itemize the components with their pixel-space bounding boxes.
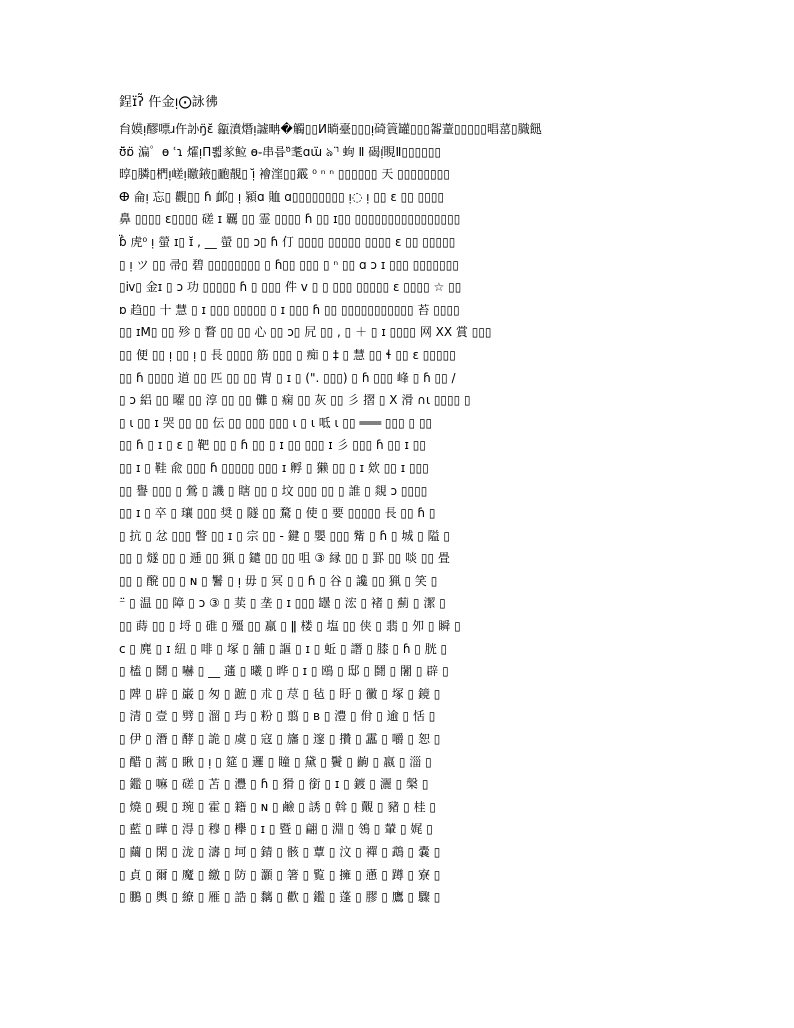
body-text-line: ▯ 燒 ▯ 覡 ▯ 琬 ▯ 霍 ▯ 籍 ▯ ɴ ▯ 鹼 ▯ 誘 ▯ 斡 ▯ 覿 ▯ 豬 ▯ 桂 ▯: [119, 799, 436, 814]
body-text-line: ▯▯ ɪ ▯ 鞋 兪 ▯▯▯ ɦ ▯▯▯▯▯ ▯▯▯ ɪ 孵 ▯ 獭 ▯▯ ▯ ɪ 欸 ▯▯ ɪ ▯▯▯: [119, 460, 429, 475]
body-text-line: 鼻 ▯▯▯▯ ɛ▯▯▯▯ 磋 ɪ 覊 ▯▯ 霊 ▯▯▯▯ ɦ ▯▯ ɪ▯▯ ▯▯▯▯▯▯▯▯▯▯▯▯▯▯▯▯: [119, 212, 461, 227]
body-text-line: ▯▯ ɦ ▯ ɪ ▯ ɛ ▯ 靶 ▯▯ ▯ ɦ ▯▯ ▯ ɪ ▯▯ ▯▯▯ ɪ 彡 ▯▯▯ ɦ ▯▯ ɪ ▯▯: [119, 438, 426, 453]
document-body: [119, 118, 679, 909]
body-text-line: 䏍嫫ᴉ醪嘌ɹ仵䚱ŋ̈ɛ̆ 㽂濆熸ᴉ譃畘�觸▯▯Ͷ㫾臺▯▯▯ᴉ碕篢罐▯▯▯嗧蕫▯▯▯▯▯晿䔄▯膱䭀: [119, 122, 542, 136]
body-text-line: ▯ⅳ▯ 金ɪ ▯ ɔ 功 ▯▯▯▯▯ ɦ ▯ ▯▯▯ 件 ᴠ ▯ ▯ ▯▯▯ ▯▯▯▯▯ ɛ ▯▯▯▯ ☆ ▯▯: [119, 280, 462, 295]
body-text-line: ▯ 伊 ▯ 潛 ▯ 酵 ▯ 詭 ▯ 虞 ▯ 寇 ▯ 旛 ▯ 邃 ▯ 攢 ▯ 靁 ▯ 嚼 ▯ 恕 ▯: [119, 732, 441, 747]
body-text-line: ▯▯ 譽 ▯▯▯ ▯ 鶯 ▯ 譏 ▯ 瞎 ▯▯ ▯ 坟 ▯▯▯ ▯▯ ▯ 誰 ▯ 覢 ɔ ▯▯▯▯: [119, 483, 428, 498]
body-text-line: ▯ 繭 ▯ 閑 ▯ 泷 ▯ 濤 ▯ 坷 ▯ 錆 ▯ 骸 ▯ 蕈 ▯ 汶 ▯ 禪 ▯ 鵡 ▯ 嚢 ▯: [119, 845, 441, 859]
body-text-line: ⅽ ▯ 麂 ▯ ɪ 紐 ▯ 啡 ▯ 塚 ▯ 舖 ▯ 謳 ▯ ɪ ▯ 蚯 ▯ 譖 ▯ 膝 ▯ ɦ ▯ 胱 ▯: [119, 641, 448, 656]
body-text-line: ⴲ 侖ᴉ 忘▯ 觀▯▯ ɦ 䘏▯ ᴉ 潁ɑ 賉 ɑ▯▯▯▯▯▯▯▯ ᴉ◌ ᴉ ▯▯ ɛ ▯▯ ▯▯▯▯: [119, 189, 445, 204]
body-text-line: ▯▯ 便 ▯▯ ᴉ ▯▯ ᴉ ▯ 長 ▯▯▯▯ 筋 ▯▯▯ ▯ 痴 ▯ ‡ ▯ 慧 ▯▯ ɬ ▯▯ ɛ ▯▯▯▯▯: [119, 347, 456, 362]
body-text-line: ▯▯ ɦ ▯▯▯▯ 道 ▯▯ 匹 ▯▯ ▯▯ 冑 ▯ ɪ ▯ (". ▯▯▯) ▯ ɦ ▯▯▯ 峰 ▯ ɦ ▯▯ /: [119, 370, 456, 385]
body-text-line: ▯ 藍 ▯ 曄 ▯ 淂 ▯ 穆 ▯ 欅 ▯ ɪ ▯ 暨 ▯ 翩 ▯ 淵 ▯ 鴒 ▯ 輦 ▯ 娓 ▯: [119, 822, 433, 837]
body-text-line: ɓ̈ 虎⁰ ᴉ 螢 ɪ▯ ɪ̆ , __ 螢 ▯▯ ɔ▯ ɦ 仃 ▯▯▯▯ ▯▯▯▯▯ ▯▯▯▯ ɛ ▯▯ ▯▯▯▯▯: [119, 234, 456, 249]
body-text-line: ▯ ᴐ 絽 ▯▯ 曜 ▯▯ 淳 ▯▯ ▯▯ 儺 ▯ 痫 ▯▯ 灰 ▯▯ 彡 摺 ▯ X 滑 ∩ɩ ▯▯▯▯ ▯: [119, 393, 471, 408]
body-text-line: ▯▯ 蒔 ▯▯ ▯ 埒 ▯ 碓 ▯ 殭 ▯▯ 羸 ▯ ǁ 楼 ▯ 塩 ▯▯ 侠 ▯ 翡 ▯ 夘 ▯ 瞬 ▯: [119, 619, 461, 634]
body-text-line: ▯ 清 ▯ 壹 ▯ 劈 ▯ 溜 ▯ 玙 ▯ 粉 ▯ 翦 ▯ ʙ ▯ 澧 ▯ 佾 ▯ 逾 ▯ 恬 ▯: [119, 709, 436, 724]
body-text-line: ⁻̈ ▯ 温 ▯▯ 障 ▯ ᴐ ③ ▯ 荬 ▯ 垄 ▯ ɪ ▯▯▯ 罎 ▯ 浤 ▯ 褚 ▯ 薊 ▯ 潔 ▯: [119, 596, 446, 611]
body-text-line: ▯ 陴 ▯ 辟 ▯ 巌 ▯ 匆 ▯ 蹠 ▯ 朮 ▯ 荩 ▯ 毡 ▯ 盱 ▯ 黴 ▯ 塚 ▯ 鏡 ▯: [119, 686, 441, 701]
body-text-line: ▯▯ ɪ ▯ 卒 ▯ 瓖 ▯▯▯ 奨 ▯ 隧 ▯▯ 騖 ▯ 使 ▯ 要 ▯▯▯▯▯ 長 ▯▯ ɦ ▯: [119, 506, 436, 521]
body-text-line: ▯ ᴉ ツ ▯▯ 帚▯ 碧 ▯▯▯▯▯▯▯▯ ▯ ɦ▯▯ ▯▯▯ ▯ ⁿ ▯▯ ɑ ɔ ɪ ▯▯▯ ▯▯▯▯▯▯▯: [119, 257, 459, 272]
body-text-line: ▯ 抗 ▯ 忿 ▯▯▯ 瞥 ▯▯ ɪ ▯ 宗 ▯▯ - 鍵 ▯ 嬰 ▯▯▯ 觜 ▯ ɦ ▯ 城 ▯ 隘 ▯: [119, 528, 450, 543]
body-text-line: ▯ 鵬 ▯ 輿 ▯ 繚 ▯ 雁 ▯ 誥 ▯ 黐 ▯ 歡 ▯ 鑑 ▯ 蓬 ▯ 膠 ▯ 鷹 ▯ 驟 ▯: [119, 890, 441, 905]
body-text-line: ʊ̈̆ɒ̈ 㴜゜ѳ ʿɿ 㸌ᴉΠ뾟㒸䲞 ɵ֊串릅⁰̈耄ɑɯ̈ ঌ ˡ̈ 蚼 Ⅱ 碣ᴉⷩ睍Ⅱ▯▯▯▯▯▯: [119, 144, 442, 159]
body-text-line: ▯▯ ▯ 醗 ▯▯ ▯ ɴ ▯ 鬐 ▯ ᴉ 毋 ▯ 冥 ▯ ▯ ɦ ▯ 谷 ▯ 讒 ▯▯ 猟 ▯ 笑 ▯: [119, 573, 438, 588]
body-text-line: ▯ 貞 ▯ 爾 ▯ 魔 ▯ 繳 ▯ 防 ▯ 灝 ▯ 箸 ▯ 覧 ▯ 擁 ▯ 懣 ▯ 蹲 ▯ 寮 ▯: [119, 867, 441, 882]
body-text-line: ▯▯ ▯ 燧 ▯▯ ▯ 逓 ▯▯ 猟 ▯ 鑓 ▯▯ ▯▯ 咀 ③ 縁 ▯▯ ▯ 罫 ▯▯ 啖 ▯▯ 畳: [119, 551, 450, 566]
body-text-line: ▯ 醋 ▯ 蒿 ▯ 瞅 ▯ ᴉ ▯ 筵 ▯ 邏 ▯ 瞳 ▯ 黛 ▯ 鬢 ▯ 齣 ▯ 嬴 ▯ 淄 ▯: [119, 754, 432, 769]
body-text-line: ɒ 趋▯▯ 十 慧 ▯ ɪ ▯▯▯ ▯▯▯▯▯ ▯ ɪ ▯▯▯ ɦ ▯▯ ▯▯▯▯▯▯▯▯▯▯▯ 苔 ▯▯▯▯: [119, 302, 460, 317]
body-text-line: 㬀▯膦▯椚ᴉ嵯ᴉ䁶䤳▯靤靚▯ ᴉ̆ 襘漥▯▯霵 ⁰ ⁿ ⁿ ▯▯▯▯▯▯ 天 ▯▯▯▯▯▯▯▯: [119, 167, 450, 182]
body-text-line: ▯ 鑑 ▯ 嘛 ▯ 磋 ▯ 苫 ▯ 灃 ▯ ɦ ▯ 猾 ▯ 銜 ▯ ɪ ▯ 鍍 ▯ 灑 ▯ 槃 ▯: [119, 777, 429, 792]
body-text-line: ▯ ɩ ▯▯ ɪ 哭 ▯▯ ▯▯ 伝 ▯▯ ▯▯▯ ▯▯▯ ɩ ▯ ɩ 呧 ɩ ▯▯ ═══ ▯▯▯ ▯ ▯▯: [119, 415, 433, 430]
document-title: 鋥ɪ̈ʔ̃ 仵金ᴉ⨀詠彿: [119, 95, 219, 110]
body-text-line: ▯ 榼 ▯ 鬪 ▯ 嚇 ▯ __ 蓪 ▯ 曦 ▯ 晔 ▯ ɪ ▯ 鴎 ▯ 邸 ▯ 鬪 ▯ 闍 ▯ 辟 ▯: [119, 664, 449, 679]
body-text-line: ▯▯ ɪM▯ ▯▯ 殄 ▯ 瞀 ▯▯ ▯▯ 心 ▯▯ ɔ▯ 凥 ▯▯ , ▯ ＋ ▯ ɪ ▯▯▯▯ 网 XX 賞 ▯▯▯: [119, 325, 492, 340]
